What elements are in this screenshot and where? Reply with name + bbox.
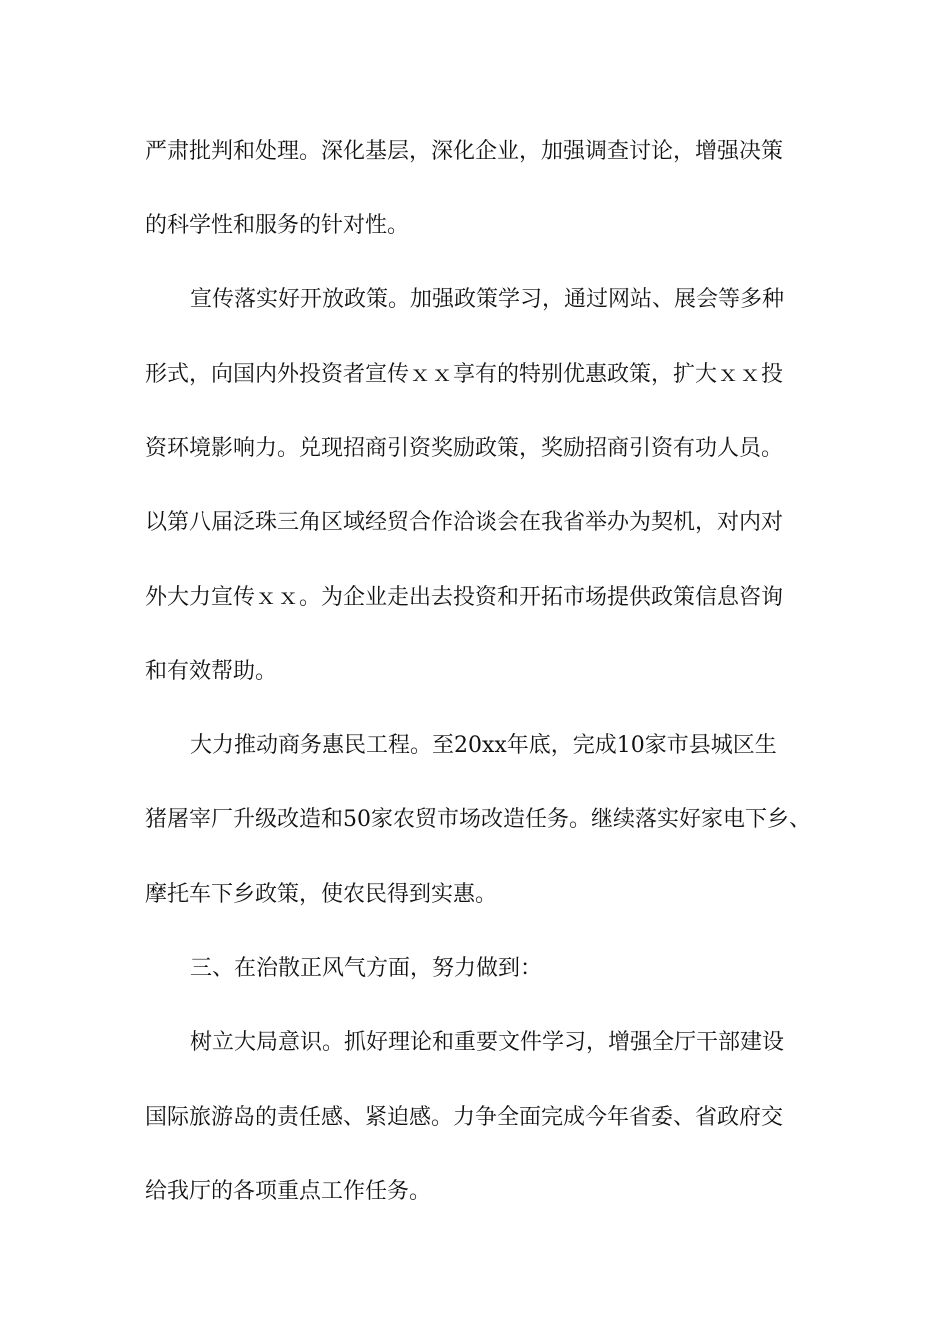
paragraph-line: 摩托车下乡政策，使农民得到实惠。 <box>145 882 498 907</box>
paragraph-line: 大力推动商务惠民工程。至20xx年底，完成10家市县城区生 <box>190 733 777 758</box>
paragraph-line: 树立大局意识。抓好理论和重要文件学习，增强全厅干部建设 <box>190 1030 785 1055</box>
section-heading: 三、在治散正风气方面，努力做到： <box>190 956 543 981</box>
paragraph-line: 以第八届泛珠三角区域经贸合作洽谈会在我省举办为契机，对内对 <box>145 510 784 535</box>
paragraph-line: 严肃批判和处理。深化基层，深化企业，加强调查讨论，增强决策 <box>145 139 784 164</box>
paragraph-line: 外大力宣传ｘｘ。为企业走出去投资和开拓市场提供政策信息咨询 <box>145 585 784 610</box>
paragraph-line: 资环境影响力。兑现招商引资奖励政策，奖励招商引资有功人员。 <box>145 436 784 461</box>
paragraph-line: 和有效帮助。 <box>145 659 278 684</box>
paragraph-line: 形式，向国内外投资者宣传ｘｘ享有的特别优惠政策，扩大ｘｘ投 <box>145 362 784 387</box>
paragraph-line: 国际旅游岛的责任感、紧迫感。力争全面完成今年省委、省政府交 <box>145 1105 784 1130</box>
paragraph-line: 给我厅的各项重点工作任务。 <box>145 1179 432 1204</box>
paragraph-line: 宣传落实好开放政策。加强政策学习，通过网站、展会等多种 <box>190 287 785 312</box>
paragraph-line: 的科学性和服务的针对性。 <box>145 213 410 238</box>
paragraph-line: 猪屠宰厂升级改造和50家农贸市场改造任务。继续落实好家电下乡、 <box>145 807 811 832</box>
